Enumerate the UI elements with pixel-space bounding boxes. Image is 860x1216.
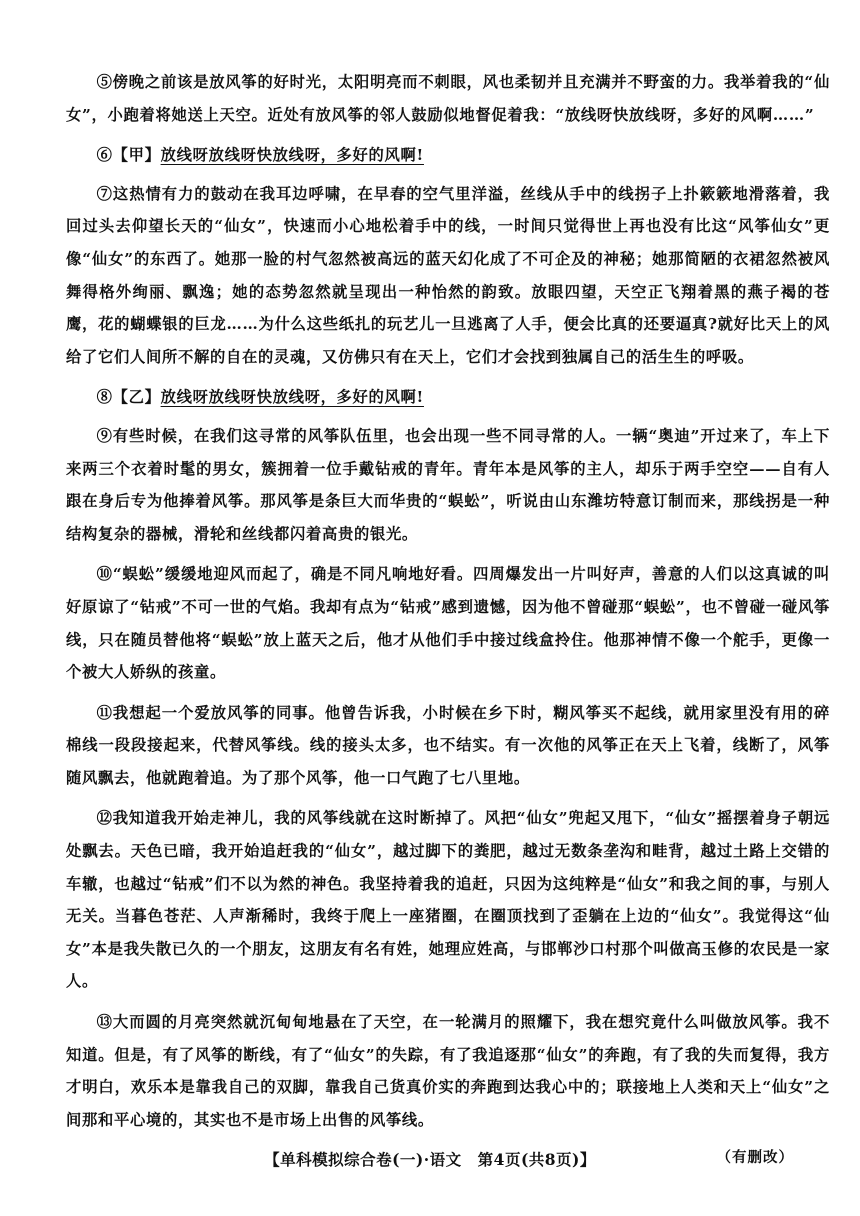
paragraph-8-number: ⑧ xyxy=(96,388,113,407)
paragraph-5: ⑤傍晚之前该是放风筝的好时光，太阳明亮而不刺眼，风也柔韧并且充满并不野蛮的力。我举着我的“仙女”，小跑着将她送上天空。近处有放风筝的邻人鼓励似地督促着我：“放线呀快放线呀，多好的风啊……” xyxy=(66,73,830,124)
paragraph-10: ⑩“蜈蚣”缓缓地迎风而起了，确是不同凡响地好看。四周爆发出一片叫好声，善意的人们以这真诚的叫好原谅了“钻戒”不可一世的气焰。我却有点为“钻戒”感到遗憾，因为他不曾碰那“蜈蚣”，也不曾碰一碰风筝线，只在随员替他将“蜈蚣”放上蓝天之后，他才从他们手中接过线盒拎住。他那神情不像一个舵手，更像一个被大人娇纵的孩童。 xyxy=(66,565,830,682)
paragraph-12: ⑫我知道我开始走神儿，我的风筝线就在这时断掉了。风把“仙女”兜起又甩下，“仙女”摇摆着身子朝远处飘去。天色已暗，我开始追赶我的“仙女”，越过脚下的粪肥，越过无数条垄沟和畦背，越过土路上交错的车辙，也越过“钻戒”们不以为然的神色。我坚持着我的追赶，只因为这纯粹是“仙女”和我之间的事，与别人无关。当暮色苍茫、人声渐稀时，我终于爬上一座猪圈，在圈顶找到了歪躺在上边的“仙女”。我觉得这“仙女”本是我失散已久的一个朋友，这朋友有名有姓，她理应姓高，与邯郸沙口村那个叫做高玉修的农民是一家人。 xyxy=(66,809,830,991)
paragraph-8 xyxy=(66,381,830,414)
paragraph-6-label: 【甲】 xyxy=(112,146,161,165)
paragraph-8-underlined-text: 放线呀放线呀快放线呀，多好的风啊! xyxy=(160,388,424,407)
source-note: （有删改） xyxy=(716,1149,794,1167)
paragraph-9: ⑨有些时候，在我们这寻常的风筝队伍里，也会出现一些不同寻常的人。一辆“奥迪”开过来了，车上下来两三个衣着时髦的男女，簇拥着一位手戴钻戒的青年。青年本是风筝的主人，却乐于两手空空——自有人跟在身后专为他捧着风筝。那风筝是条巨大而华贵的“蜈蚣”，听说由山东潍坊特意订制而来，那线拐是一种结构复杂的器械，滑轮和丝线都闪着高贵的银光。 xyxy=(66,426,830,543)
paragraph-8-label: 【乙】 xyxy=(112,388,161,407)
paragraph-11: ⑪我想起一个爱放风筝的同事。他曾告诉我，小时候在乡下时，糊风筝买不起线，就用家里没有用的碎棉线一段段接起来，代替风筝线。线的接头太多，也不结实。有一次他的风筝正在天上飞着，线断了，风筝随风飘去，他就跑着追。为了那个风筝，他一口气跑了七八里地。 xyxy=(66,703,830,787)
paragraph-6-number: ⑥ xyxy=(96,146,113,165)
paragraph-6-underlined-text: 放线呀放线呀快放线呀，多好的风啊! xyxy=(160,146,424,165)
paragraph-7: ⑦这热情有力的鼓动在我耳边呼啸，在早春的空气里洋溢，丝线从手中的线拐子上扑簌簌地滑落着，我回过头去仰望长天的“仙女”，快速而小心地松着手中的线，一时间只觉得世上再也没有比这“风筝仙女”更像“仙女”的东西了。她那一脸的村气忽然被高远的蓝天幻化成了不可企及的神秘；她那简陋的衣裙忽然被风舞得格外绚丽、飘逸；她的态势忽然就呈现出一种怡然的韵致。放眼四望，天空正飞翔着黑的燕子褐的苍鹰，花的蝴蝶银的巨龙……为什么这些纸扎的玩艺儿一旦逃离了人手，便会比真的还要逼真?就好比天上的风给了它们人间所不解的自在的灵魂，又仿佛只有在天上，它们才会找到独属自己的活生生的呼吸。 xyxy=(66,184,830,366)
paragraph-13: ⑬大而圆的月亮突然就沉甸甸地悬在了天空，在一轮满月的照耀下，我在想究竟什么叫做放风筝。我不知道。但是，有了风筝的断线，有了“仙女”的失踪，有了我追逐那“仙女”的奔跑，有了我的失而复得，我方才明白，欢乐本是靠我自己的双脚，靠我自己货真价实的奔跑到达我心中的；联接地上人类和天上“仙女”之间那和平心境的，其实也不是市场上出售的风筝线。 xyxy=(66,1013,830,1129)
paragraph-6 xyxy=(66,139,830,172)
page-footer: 【单科模拟综合卷(一)·语文 第4页(共8页)】 xyxy=(264,1150,596,1169)
